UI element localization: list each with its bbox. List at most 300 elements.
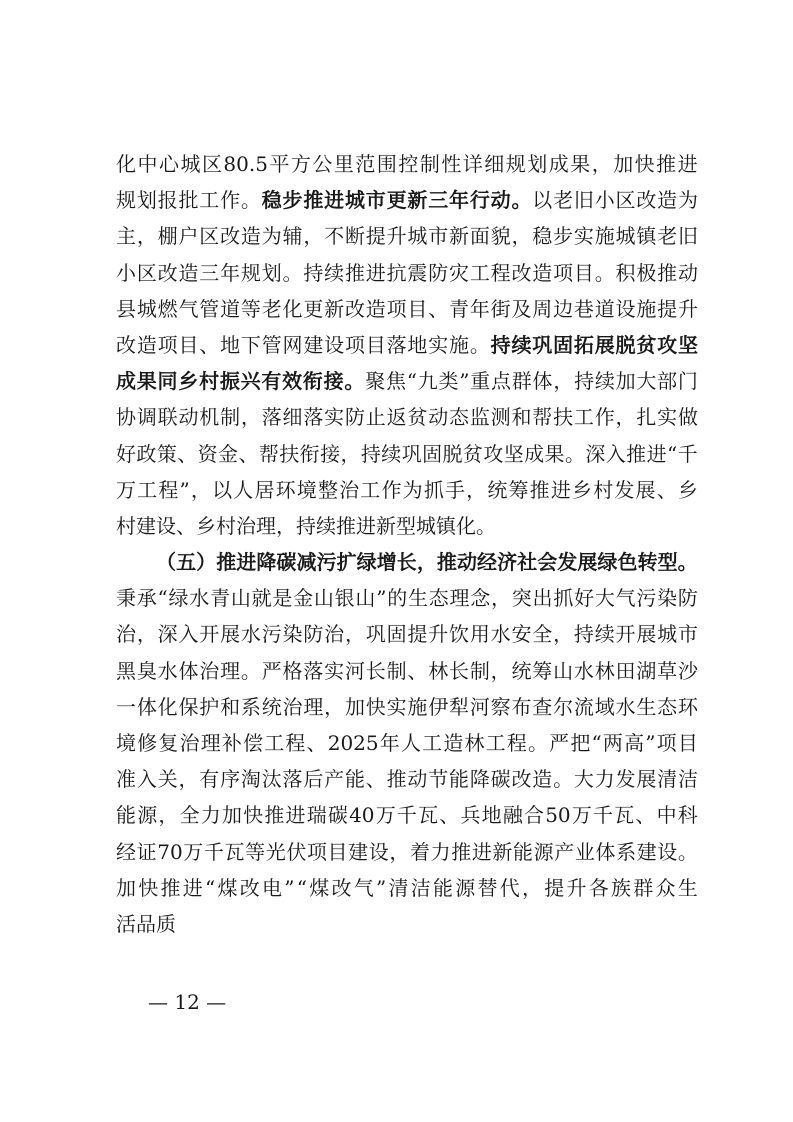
glyph: 一 [116, 694, 136, 719]
text-line [116, 580, 698, 616]
glyph: 伊 [428, 694, 449, 719]
glyph: 碳 [276, 550, 297, 575]
glyph: 固 [553, 332, 574, 357]
glyph: 防 [428, 260, 449, 285]
glyph: 补 [221, 731, 242, 755]
glyph: 项 [344, 332, 365, 357]
glyph: 棚 [157, 224, 178, 249]
glyph: 中 [137, 152, 158, 176]
glyph: 能 [449, 767, 469, 792]
glyph: 。 [344, 369, 365, 394]
glyph: 持 [303, 260, 324, 285]
glyph: 制 [220, 405, 241, 430]
glyph: 工 [469, 260, 490, 285]
glyph: ” [376, 586, 387, 611]
glyph: 果 [570, 152, 591, 176]
glyph: 大 [573, 767, 594, 792]
glyph: 工 [199, 188, 220, 213]
glyph: ” [179, 477, 190, 502]
glyph: 效 [282, 369, 303, 394]
glyph: 改 [331, 875, 352, 900]
glyph: 规 [240, 260, 261, 285]
glyph: 汰 [261, 767, 282, 792]
glyph: 进 [324, 188, 345, 213]
glyph: 工 [137, 477, 158, 502]
glyph: 深 [585, 441, 606, 466]
glyph: 境 [296, 477, 317, 502]
glyph: 型 [657, 550, 678, 575]
glyph: 推 [657, 260, 678, 285]
glyph: ， [344, 622, 365, 647]
glyph: 面 [469, 224, 490, 249]
glyph: 染 [657, 586, 678, 611]
glyph: 40 [349, 803, 375, 828]
text-line [116, 146, 698, 182]
glyph: 造 [532, 767, 553, 792]
glyph: 品 [136, 911, 156, 936]
glyph: 绿 [597, 550, 618, 575]
glyph: 造 [136, 332, 157, 357]
glyph: 水 [189, 586, 210, 611]
glyph: 村 [116, 513, 136, 538]
glyph: 管 [261, 332, 282, 357]
glyph: 千 [396, 803, 417, 828]
glyph: 落 [303, 405, 324, 430]
glyph: 清 [388, 875, 409, 900]
glyph: 千 [677, 441, 698, 466]
glyph: 聚 [365, 369, 386, 394]
glyph: 气 [353, 875, 374, 900]
glyph: 全 [532, 622, 553, 647]
glyph: 化 [157, 694, 178, 719]
glyph: 、 [176, 513, 196, 538]
glyph: 族 [610, 875, 631, 900]
glyph: 续 [511, 332, 532, 357]
glyph: 造 [532, 260, 553, 285]
glyph: 污 [636, 586, 657, 611]
glyph: 林 [464, 731, 485, 755]
glyph: 瓦 [224, 839, 245, 864]
glyph: 各 [588, 875, 609, 900]
glyph: 制 [386, 658, 407, 683]
glyph: 合 [524, 803, 545, 828]
glyph: 持 [573, 622, 594, 647]
glyph: 等 [245, 839, 266, 864]
glyph: 念 [470, 586, 491, 611]
glyph: 展 [220, 622, 241, 647]
glyph: 攻 [483, 441, 504, 466]
glyph: 气 [615, 586, 636, 611]
glyph: 手 [444, 477, 465, 502]
glyph: 千 [203, 839, 224, 864]
glyph: 安 [511, 622, 532, 647]
glyph: 水 [490, 622, 511, 647]
glyph: 证 [136, 839, 157, 864]
glyph: 快 [365, 694, 386, 719]
glyph: 是 [272, 586, 293, 611]
glyph: 小 [116, 260, 136, 285]
glyph: 犁 [449, 694, 469, 719]
glyph: 加 [613, 152, 634, 176]
glyph: 群 [511, 369, 532, 394]
glyph: 改 [636, 188, 657, 213]
glyph: 发 [557, 550, 578, 575]
glyph: 测 [490, 405, 511, 430]
glyph: 网 [282, 332, 303, 357]
glyph: 筹 [532, 658, 553, 683]
glyph: 有 [199, 767, 220, 792]
glyph: 业 [574, 839, 595, 864]
glyph: 社 [517, 550, 538, 575]
glyph: 程 [158, 477, 179, 502]
glyph: 贫 [407, 405, 428, 430]
glyph: 发 [614, 477, 635, 502]
glyph: 边 [553, 296, 574, 321]
glyph: 规 [505, 152, 526, 176]
glyph: 格 [282, 658, 303, 683]
glyph: 新 [324, 296, 345, 321]
glyph: 经 [116, 839, 136, 864]
glyph: 瓦 [418, 803, 439, 828]
glyph: 步 [282, 188, 303, 213]
glyph: 沙 [677, 658, 698, 683]
glyph: 批 [178, 188, 199, 213]
glyph: ， [389, 839, 410, 864]
glyph: 不 [324, 224, 345, 249]
glyph: 。 [528, 731, 548, 755]
glyph: 经 [477, 550, 497, 575]
glyph: 辅 [282, 224, 303, 249]
glyph: 、 [365, 767, 386, 792]
glyph: 城 [416, 513, 436, 538]
glyph: 年 [220, 260, 241, 285]
paragraph [116, 544, 698, 942]
glyph: 动 [456, 550, 477, 575]
text-line [116, 291, 698, 327]
glyph: 保 [178, 694, 199, 719]
glyph: 防 [677, 586, 698, 611]
glyph: 进 [365, 260, 386, 285]
glyph: 林 [594, 658, 615, 683]
glyph: 扶 [553, 405, 574, 430]
glyph: 系 [616, 839, 637, 864]
glyph: 。 [476, 513, 496, 538]
glyph: 帮 [258, 441, 279, 466]
glyph: 态 [449, 405, 469, 430]
text-line [116, 508, 698, 544]
glyph: 碳 [490, 767, 511, 792]
glyph: 实 [386, 694, 407, 719]
glyph: 施 [407, 694, 428, 719]
glyph: 推 [451, 839, 472, 864]
glyph: 工 [573, 405, 594, 430]
glyph: 改 [239, 875, 260, 900]
glyph: 细 [282, 405, 303, 430]
glyph: 进 [471, 839, 492, 864]
glyph: 政 [136, 441, 157, 466]
glyph: 。 [511, 188, 532, 213]
glyph: 污 [261, 622, 282, 647]
glyph: 展 [636, 767, 657, 792]
glyph: 落 [282, 767, 303, 792]
glyph: 为 [677, 188, 698, 213]
glyph: 方 [290, 152, 311, 176]
glyph: 湖 [636, 658, 657, 683]
glyph: 乡 [196, 513, 216, 538]
glyph: ， [340, 441, 361, 466]
glyph: 林 [428, 658, 449, 683]
glyph: 生 [407, 586, 428, 611]
glyph: 金 [218, 441, 239, 466]
text-line [116, 870, 698, 906]
glyph: 理 [449, 586, 470, 611]
glyph: 防 [303, 622, 324, 647]
glyph: 持 [574, 369, 595, 394]
glyph: 项 [553, 260, 574, 285]
text-line [116, 218, 698, 254]
glyph: 环 [677, 694, 698, 719]
glyph: 持 [490, 332, 511, 357]
glyph: 等 [240, 296, 261, 321]
glyph: 气 [178, 296, 199, 321]
glyph: 续 [381, 441, 402, 466]
glyph: 巩 [365, 622, 386, 647]
glyph: 山 [355, 586, 376, 611]
glyph: 道 [594, 296, 615, 321]
glyph: 制 [419, 152, 440, 176]
glyph: 推 [529, 477, 550, 502]
glyph: 改 [344, 296, 365, 321]
glyph: 工 [485, 731, 506, 755]
glyph: ， [136, 622, 157, 647]
glyph: 实 [428, 332, 449, 357]
glyph: 深 [157, 622, 178, 647]
glyph: 增 [376, 550, 397, 575]
glyph: 更 [303, 296, 324, 321]
glyph: 能 [513, 839, 534, 864]
glyph: 中 [656, 803, 677, 828]
glyph: ， [615, 405, 636, 430]
glyph: 草 [657, 658, 678, 683]
glyph: 建 [303, 332, 324, 357]
glyph: 小 [594, 188, 615, 213]
glyph: “ [205, 875, 216, 900]
glyph: 治 [236, 513, 256, 538]
glyph: 项 [157, 332, 178, 357]
glyph: 更 [386, 188, 407, 213]
glyph: 流 [573, 694, 594, 719]
glyph: 境 [116, 731, 136, 755]
glyph: 有 [261, 369, 282, 394]
glyph: 治 [116, 622, 136, 647]
glyph: 里 [333, 152, 354, 176]
glyph: 治 [199, 658, 220, 683]
glyph: 部 [657, 369, 678, 394]
glyph: 改 [157, 260, 178, 285]
glyph: 化 [282, 296, 303, 321]
glyph: 把 [570, 731, 591, 755]
glyph: ， [276, 513, 296, 538]
glyph: 开 [615, 622, 636, 647]
glyph: 改 [511, 767, 532, 792]
glyph: 理 [220, 658, 241, 683]
glyph: 落 [303, 658, 324, 683]
glyph: 地 [407, 332, 428, 357]
glyph: 能 [432, 875, 453, 900]
glyph: 偿 [243, 731, 264, 755]
glyph: ” [459, 369, 470, 394]
glyph: ， [521, 875, 542, 900]
glyph: 。 [677, 839, 698, 864]
glyph: 门 [677, 369, 698, 394]
glyph: “ [157, 586, 168, 611]
glyph: 果 [136, 369, 157, 394]
glyph: 设 [324, 332, 345, 357]
glyph: 类 [438, 369, 459, 394]
glyph: 统 [487, 477, 508, 502]
glyph: 目 [677, 731, 698, 755]
glyph: 瑞 [306, 803, 327, 828]
glyph: 力 [200, 803, 221, 828]
glyph: 突 [511, 586, 532, 611]
glyph: 固 [422, 441, 443, 466]
glyph: 理 [200, 731, 221, 755]
glyph: 加 [615, 369, 636, 394]
glyph: 水 [615, 694, 636, 719]
glyph: 动 [677, 260, 698, 285]
glyph: 生 [636, 694, 657, 719]
glyph: 型 [396, 513, 416, 538]
glyph: 济 [497, 550, 518, 575]
glyph: 续 [316, 513, 336, 538]
glyph: 年 [449, 188, 469, 213]
glyph: 设 [657, 839, 678, 864]
glyph: 会 [537, 550, 558, 575]
glyph: 山 [313, 586, 334, 611]
glyph: 活 [116, 911, 136, 936]
glyph: 统 [261, 694, 282, 719]
glyph: 入 [605, 441, 626, 466]
glyph: 。 [553, 767, 574, 792]
glyph: 公 [312, 152, 333, 176]
glyph: 主 [116, 224, 136, 249]
glyph: 出 [532, 586, 553, 611]
glyph: 造 [240, 224, 261, 249]
glyph: 体 [595, 839, 616, 864]
glyph: 洁 [677, 767, 698, 792]
glyph: 治 [339, 477, 360, 502]
glyph: 关 [157, 767, 178, 792]
glyph: 划 [527, 152, 548, 176]
glyph: 绿 [356, 550, 377, 575]
glyph: 。 [677, 550, 698, 575]
text-line [116, 653, 698, 689]
glyph: 振 [219, 369, 240, 394]
glyph: 、 [656, 477, 677, 502]
glyph: 调 [136, 405, 157, 430]
glyph: 整 [317, 477, 338, 502]
glyph: ， [553, 622, 574, 647]
glyph: 资 [197, 441, 218, 466]
glyph: 臭 [136, 658, 157, 683]
glyph: 加 [116, 875, 136, 900]
glyph: 镇 [436, 513, 456, 538]
glyph: 程 [506, 731, 527, 755]
glyph: 万 [375, 803, 396, 828]
glyph: 燃 [157, 296, 178, 321]
text-line [116, 834, 698, 870]
glyph: 灾 [449, 260, 469, 285]
glyph: 升 [677, 296, 698, 321]
glyph: 返 [386, 405, 407, 430]
glyph: 抗 [386, 260, 407, 285]
glyph: 进 [356, 513, 376, 538]
glyph: 万 [116, 477, 136, 502]
glyph: ， [240, 405, 261, 430]
glyph: 脱 [615, 332, 636, 357]
glyph: 稳 [532, 224, 553, 249]
page-number: — 12 — [148, 990, 227, 1014]
glyph: 细 [484, 152, 505, 176]
glyph: 建 [348, 839, 369, 864]
glyph: 制 [469, 658, 490, 683]
glyph: 乡 [677, 477, 698, 502]
glyph: 青 [449, 296, 469, 321]
glyph: 用 [469, 622, 490, 647]
glyph: 旧 [677, 224, 698, 249]
glyph: 查 [532, 694, 553, 719]
glyph: 点 [491, 369, 512, 394]
glyph: 造 [443, 731, 464, 755]
glyph: 80.5 [223, 152, 268, 176]
glyph: 城 [657, 622, 678, 647]
glyph: 进 [285, 803, 306, 828]
glyph: 稳 [261, 188, 282, 213]
glyph: 淘 [240, 767, 261, 792]
glyph: 减 [296, 550, 317, 575]
glyph: 划 [261, 260, 282, 285]
glyph: 田 [615, 658, 636, 683]
glyph: 推 [160, 875, 181, 900]
glyph: 绿 [168, 586, 189, 611]
glyph: 造 [365, 296, 386, 321]
glyph: 大 [636, 369, 657, 394]
glyph: 脱 [442, 441, 463, 466]
glyph: 新 [449, 224, 469, 249]
glyph: 快 [138, 875, 159, 900]
glyph: 老 [657, 224, 678, 249]
glyph: 和 [511, 405, 532, 430]
glyph: 节 [428, 767, 449, 792]
glyph: 为 [261, 224, 282, 249]
glyph: ” [284, 875, 295, 900]
glyph: 布 [511, 694, 532, 719]
glyph: 抓 [553, 586, 574, 611]
glyph: 碳 [327, 803, 348, 828]
glyph: ， [591, 152, 612, 176]
glyph: 目 [407, 296, 428, 321]
glyph: 体 [532, 369, 553, 394]
glyph: 周 [532, 296, 553, 321]
glyph: 年 [469, 296, 490, 321]
glyph: 70 [157, 839, 183, 864]
glyph: 饮 [449, 622, 469, 647]
glyph: ， [190, 477, 211, 502]
glyph: 进 [236, 550, 257, 575]
glyph: 续 [594, 369, 615, 394]
text-line [116, 725, 698, 761]
glyph: 展 [594, 332, 615, 357]
